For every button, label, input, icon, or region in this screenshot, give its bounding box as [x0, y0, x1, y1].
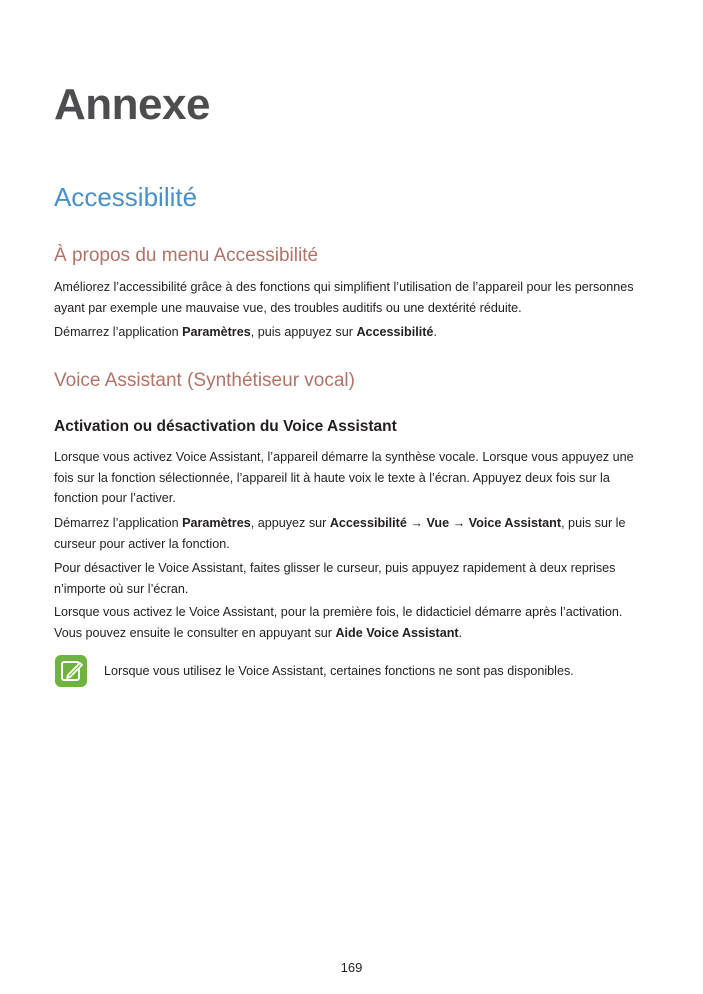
menu-path-accessibility: Accessibilité — [329, 516, 407, 530]
page-title: Annexe — [54, 80, 210, 129]
text-segment: . — [458, 625, 463, 640]
voice-assistant-heading: Voice Assistant (Synthétiseur vocal) — [54, 370, 355, 391]
app-name: Paramètres — [182, 516, 251, 530]
text-segment: Lorsque vous activez le Voice Assistant, pour la première fois, le didacticiel démarre après l’activation. Vous pouvez ensuite le consulter en appuyant sur — [54, 605, 623, 640]
text-segment: Démarrez l’application — [54, 516, 183, 530]
menu-item-name: Accessibilité — [356, 325, 434, 339]
section-title: Accessibilité — [54, 182, 198, 212]
note-pencil-icon — [55, 655, 87, 687]
page-number: 169 — [340, 960, 363, 975]
text-segment: Démarrez l’application — [54, 325, 183, 339]
note-pencil-icon-graphic — [55, 655, 87, 687]
help-menu-name: Aide Voice Assistant — [335, 625, 459, 640]
menu-path-voice-assistant: Voice Assistant — [468, 516, 562, 530]
app-name: Paramètres — [182, 325, 251, 339]
text-segment: , appuyez sur — [250, 516, 330, 530]
voice-assistant-paragraph-3: Pour désactiver le Voice Assistant, faites glisser le curseur, puis appuyez rapidement à deux reprises n’importe où sur l’écran. — [54, 561, 616, 596]
arrow-separator: → — [449, 516, 469, 530]
about-launch-instruction — [54, 322, 652, 343]
voice-assistant-paragraph-1: Lorsque vous activez Voice Assistant, l’appareil démarre la synthèse vocale. Lorsque vous appuyez une fois sur la fonction sélectionnée, l’appareil lit à haute voix le texte à l’écran. Appuyez deux fois sur la fonction pour l’activer. — [54, 450, 634, 505]
menu-path-vue: Vue — [426, 516, 450, 530]
text-segment: . — [433, 325, 437, 339]
voice-assistant-paragraph-2 — [54, 513, 652, 554]
activation-heading: Activation ou désactivation du Voice Assistant — [54, 418, 397, 435]
text-segment: , puis sur le curseur pour activer la fonction. — [54, 516, 626, 551]
text-segment: , puis appuyez sur — [250, 325, 357, 339]
about-intro: Améliorez l’accessibilité grâce à des fonctions qui simplifient l’utilisation de l’appareil pour les personnes ayant par exemple une mauvaise vue, des troubles auditifs ou une dextérité réduite. — [54, 280, 634, 315]
about-heading: À propos du menu Accessibilité — [54, 245, 319, 266]
arrow-separator: → — [406, 516, 427, 530]
note-text: Lorsque vous utilisez le Voice Assistant, certaines fonctions ne sont pas disponibles. — [104, 664, 574, 678]
voice-assistant-paragraph-4 — [54, 602, 652, 643]
